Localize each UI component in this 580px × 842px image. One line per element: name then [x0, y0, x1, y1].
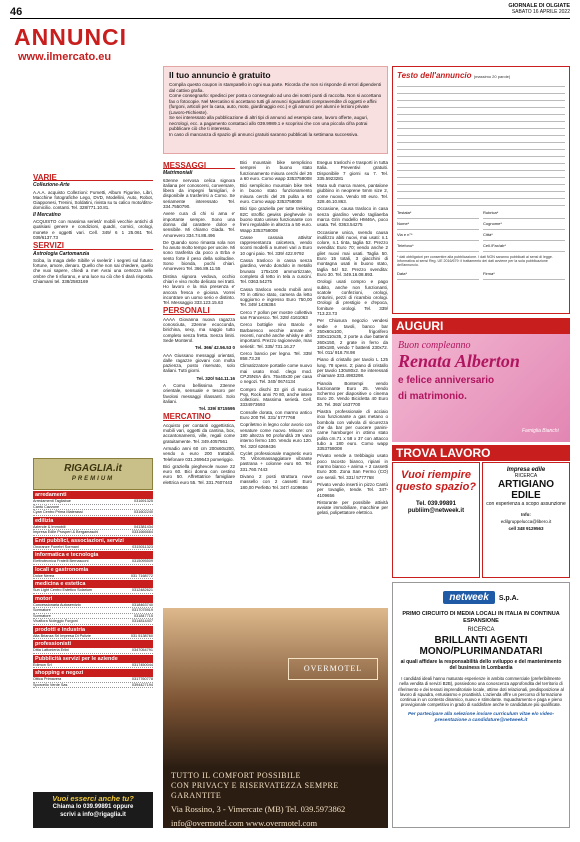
- classified-ad: Avere cura di chi si ama e' importante sempre. Sono una donna dal carattere dolce e sensibile. Mi chiamo Giada. Tel. Amorevero 334.74.88.496: [163, 211, 235, 238]
- classified-ad: A Como bellissima 23enne orientale, sensuale e tesoro per favolosi messaggi rilassanti. Solo italiani.: [163, 382, 235, 404]
- netweek-claim: PRIMO CIRCUITO DI MEDIA LOCALI IN ITALIA IN CONTINUA ESPANSIONE: [402, 611, 560, 624]
- entry-name: Sporcello Verde Sas: [33, 682, 68, 687]
- netweek-spa: S.p.A.: [498, 595, 519, 602]
- entry-phone: 0318463740: [131, 602, 153, 607]
- form-field[interactable]: Data*: [397, 271, 479, 280]
- form-field[interactable]: Telefono*: [397, 243, 479, 252]
- entry-phone: 0315095509: [131, 559, 153, 563]
- directory-entry[interactable]: [33, 545, 153, 551]
- directory-category: professionisti: [33, 640, 153, 648]
- entry-name: Onoranze Funebri Sormani: [33, 544, 79, 549]
- auguri-line: di matrimonio.: [398, 391, 467, 402]
- entry-phone: 0315011323: [132, 544, 153, 549]
- ad-phone: Tel. 366/ 42.56.53 0: [195, 345, 235, 351]
- form-text-lines[interactable]: [397, 81, 565, 206]
- subsection-heading: Il Mercatino: [33, 211, 61, 218]
- classified-ad: Distina signora vedova, occhio chiari e viso molto delicato nei tratti. Ho lavoro e la mia presenza e' ancora fresca e gioiosa. Vorrei incontrare un uomo serio e distinto. Tel. Messaggio 333.123.15.63: [163, 273, 235, 306]
- classified-ad: AAA Giussano messaggi orientati, dalle ragazze giovani con molta pazienza, posto riservato, solo italiani. Tutti giorni.: [163, 352, 235, 374]
- column-messaggi: [163, 160, 235, 602]
- site-link[interactable]: www.ilmercato.eu: [18, 51, 112, 63]
- entry-phone: 0314814407: [131, 619, 153, 623]
- auguri-name: Renata Alberton: [398, 351, 520, 371]
- classified-ad: Cassa trasloco vendo mobili anni 70 in ottimo stato, camera da letto soggiorno e ingresso Euro 750,00 Tel. 349/ 1436384: [240, 286, 312, 308]
- directory-entry[interactable]: [33, 510, 153, 516]
- column-varie: [33, 172, 153, 454]
- section-heading: VARIE: [33, 175, 153, 181]
- ad-email[interactable]: publiim@netweek.it: [407, 508, 465, 514]
- netweek-ricerca: RICERCA: [467, 627, 495, 633]
- entry-name: Ditta Lattonieria Erlini: [33, 648, 70, 652]
- directory-category: medicina e estetica: [33, 580, 153, 588]
- subsection-heading: Collezione-Arte: [33, 182, 70, 189]
- edile-info: Info:: [521, 512, 531, 517]
- form-field[interactable]: Città*: [483, 232, 565, 241]
- directory-category: motori: [33, 595, 153, 603]
- entry-phone: 041381434: [133, 524, 153, 529]
- newspaper-masthead: [508, 4, 570, 15]
- entry-name: Elettrotecnica Fratelli Bernasconi: [33, 559, 89, 563]
- classified-ad: Pianola Bontempi vendo funzionante Euro 25. Vendo Schermo per diapositive o cinema Euro 20. Vendo Bicicletta 40 Euro 30. Tel. 392/ 1637700: [317, 380, 388, 407]
- hotel-tagline: TUTTO IL COMFORT POSSIBILE: [171, 771, 301, 780]
- classified-ad: Casse cassaia attivita' rappresentanza calcetera, vendo sconti modelli a numeri vari a Euro 10 ogni paio. Tel. 339/ 422.9792: [240, 234, 312, 256]
- how-to-title: Il tuo annuncio è gratuito: [169, 70, 271, 80]
- entry-phone: 0317450044: [131, 662, 153, 667]
- section-title: ANNUNCI: [14, 24, 128, 50]
- classified-ad: Piastra professionale di acciaio inox funzionante a gas metano o bombola con valvola di sicurezza che da bar per cuocere panini-carne hamburger in ottimo stato pulita cm.71 x 58 x 37 con attacco tubo a 180 euro. Como wapp 3353758008: [317, 409, 388, 452]
- entry-phone: 0347054791: [131, 648, 153, 652]
- page-number: 46: [10, 6, 23, 18]
- hotel-address: Via Rossino, 3 - Vimercate (MB) Tel. 039.5973862: [171, 804, 346, 814]
- classified-ad: Acquisto per contanti oggettistica, mobili vari, oggetti da cantina, box, accantonamenti, ville, regali come gratuitamente. Tel. 349.4057561: [163, 422, 235, 444]
- entry-name: Dolce Nerea: [33, 573, 55, 578]
- section-heading: MESSAGGI: [163, 163, 235, 169]
- netweek-logo: netweek: [443, 591, 494, 604]
- netweek-ad: [392, 582, 570, 828]
- ad-phone: Tel. 039.99891: [416, 501, 456, 507]
- classified-ad: ACQUISTO con massima serietà' mobili vecchie antichi di qualsiasi genere e condizioni, quadri, cornici, orologi, monete e oggetti vari. Cell. 349/ 6 1 25.061 Tel. 039/6137.73: [33, 219, 153, 240]
- section-heading: MERCATINO: [163, 414, 235, 420]
- classified-ad: Divano 2 posti struttura nove massello con 2 cassetti Euro 180,00 Perfetto Tel. 347/ 4109656: [240, 474, 312, 490]
- column-mercatino-b: [317, 160, 388, 604]
- newspaper-name: GIORNALE DI OLGIATE: [508, 3, 570, 9]
- entry-name: Sormatore: [33, 608, 51, 612]
- entry-name: Vivaflora Noleggio Furgoni: [33, 619, 78, 623]
- entry-phone: 031602240: [133, 510, 153, 514]
- directory-category: Enti pubblici, associazioni, servizi: [33, 537, 153, 545]
- form-field[interactable]: Testata*: [397, 210, 479, 219]
- directory-entry[interactable]: [33, 663, 153, 669]
- edile-phone: cell 348 9129563: [508, 526, 544, 531]
- ad-question: Vuoi riempire questo spazio?: [395, 469, 477, 493]
- auguri-signature: Famiglia Bianchi: [522, 428, 559, 434]
- directory-entry[interactable]: [33, 530, 153, 536]
- classified-ad: Bici tipo graziella per tutte trekking 82C stroffic gewiss pieghevole in buono stato unisex funzionante con freni regolabile in altezza a 50 euro. Wapp 3353758008: [240, 206, 312, 233]
- directory-category: Pubblicità servizi per le aziende: [33, 655, 153, 663]
- how-to-box: [163, 66, 388, 154]
- classified-ad: Compro dischi 33 giri di musica Pop, Rock anni 70 80, anche intere collezioni. Massima serietà. Cell. 3334973693: [240, 386, 312, 408]
- edile-ricerca: RICERCA: [514, 473, 538, 479]
- form-note: * dati obbligatori per consentire alla pubblicazione. I dati NON saranno pubblicati ai sensi di legge. Informativa ai sensi Reg. UE 2016/679: il trattamento dei dati avviene per la sola pubblicazione dell'annuncio.: [397, 255, 553, 267]
- hotel-contacts[interactable]: info@overmotel.com www.overmotel.com: [171, 818, 318, 828]
- overmotel-logo: OVERMOTEL: [288, 658, 378, 680]
- classified-ad: Privato vendo inserti in pizzo Cantù per tovaglie, tende. Tel. 347-4109656: [317, 481, 388, 498]
- classified-ad: Climatizzatore portatile come nuovo mai usato mod. clego mod. CP.25NSA dim. 75x40x30 per casa o negozi. Tel. 340/ 0674134: [240, 363, 312, 385]
- entry-name: Impresa Edile Prosperi & Bergamaschi: [33, 530, 99, 534]
- form-sign-fields[interactable]: [397, 271, 565, 280]
- form-field[interactable]: Via e n°*: [397, 232, 479, 241]
- entry-phone: 0394427194: [131, 682, 153, 687]
- classified-ad: Occasione unica, svendo causa inutilizzo abiti nuovi, mai usati: n.1 colore, n.1 tinta, taglia 52. Prezzo svendita: Euro 70; vendo anche 2 gilet nuovi mai usati. Taglia 50. Euro 15 totali, 3 giacchini di montagna usati in buono stato, taglia 54/ 52. Prezzo svendita: Euro 30. Tel. 349.16.08.893.: [317, 229, 388, 277]
- entry-phone: 031691325: [133, 499, 153, 503]
- subsection-heading: Matrimoniali: [163, 170, 193, 177]
- classified-ad: Ristorante per possibile attività avviate immobiliare, macchine per gelati, polipettatore elettrico.: [317, 499, 388, 516]
- entry-phone: 031 7168772: [130, 573, 153, 578]
- directory-category: informatica e tecnologia: [33, 551, 153, 559]
- classified-ad: Bici mountain bike semplicino semprei in buono stato funzionamento misura cerchi del 26 a 60 euro. Como wapp 3353758008: [240, 160, 312, 181]
- hotel-photo: [163, 608, 388, 768]
- directory-category: locali e gastronomia: [33, 566, 153, 574]
- directory-entry[interactable]: [33, 559, 153, 565]
- directory-entry[interactable]: [33, 574, 153, 580]
- hotel-tagline: CON PRIVACY E RISERVATEZZA SEMPRE GARANTITE: [171, 781, 339, 800]
- netweek-apply[interactable]: Per partecipare alla selezione inviare curriculum vitae e/o video-presentazione a candidature@netweek.it: [407, 711, 555, 723]
- classified-ad: Piano di cristallo per tavolo L 125 lung. 78 spess. 2; piano di cristallo per tavolo 130x80x2. Se interessati chiamare 333.4983298.: [317, 357, 388, 379]
- netweek-body: I candidati ideali hanno maturato esperienze in ambito commerciale (preferibilmente nella vendita di servizi B2B), possiedono una conoscenza approfondita del territorio di riferimento e dei tessuti imprenditoriale locale, ottime doti relazionali, predisposizione al lavoro di squadra, entusiasmo e proattività. L'azienda offre un percorso di formazione continua in un contesto dinamico, nuovo e stimolante. Inquadramento e paga e pieno provvigionale competitivo in grado di soddisfare anche le candidature più qualificate.: [398, 676, 564, 708]
- classified-ad: De Quando sono rimasta sola non ho avuto molto tempo per uscire. Mi sono trasferita da poco a Erba e sento forte il peso della solitudine. Sono bionda, pochi chiari. Amorevero Tel. 366.89.11.55: [163, 239, 235, 272]
- ad-phone: Tel. 320/ 544.11.16: [196, 375, 235, 381]
- classified-ad: AAAA Giovanna nuova ragazza conosciuta, 22enne ecocconda, birichina, sexy, ma saggio tutto completo senza fretta. Senza limiti. Sede Monterol.: [163, 316, 235, 343]
- coupon-form[interactable]: [392, 66, 570, 314]
- classified-ad: 63enne nervosa celica signora italiana per conoscersi, conversare, libera da impegni famigliari, è disponibile a trasferirsi a Como. Se seriamente interessato Tel. 334.7550790.: [163, 177, 235, 210]
- entry-phone: 0317075919: [131, 608, 153, 612]
- entry-name: Sun Light Centro Estetico Solarium: [33, 588, 93, 592]
- classified-ad: Bici semplicino mountain bike trek in buono stato funzionamento misura cerchi del 26 pulita a 60 euro. Como wapp 3353758008: [240, 183, 312, 205]
- entry-phone: 0312482621: [131, 588, 153, 592]
- classified-ad: Cerco bottiglie vino Barolo e Barbaresco vecchie annate e recenti, nonché anche whisky e altri importanti. Prezzo ragionevole, max serietà'. Tel. 335/ 731.16.27: [240, 322, 312, 349]
- classified-ad: Sciba, la maga delle Sibille vi svelerà' i segreti sul futuro: fortune, amore, denaro. Quello che non sai chiedere, quello che vuoi sapere, chiedi a me! Avrai una certezza nelle ombre che ti sfiorano, e una luce su ciò che ti darà risposta. Chiamami tel. 338/2583169: [33, 257, 153, 285]
- form-field[interactable]: Nome*: [397, 221, 479, 230]
- form-title: Testo dell'annuncio (massimo 20 parole): [397, 71, 511, 80]
- classified-ad: Bici graziella pieghevole nuove 22 euro 60. Bici donna con cestino euro 50. Affrettatrice famigliare elettrica euro 55. Tel. 331.7607443: [163, 463, 235, 485]
- entry-phone: 031847715: [133, 613, 153, 618]
- classified-ad: Per Chiusura negozio vendesi sedie e tavoli, banco bar 250x60x100, frigorifero 330x110x35, 2 porte a due battenti 260x150, 2 grate in ferro da 180x180, vendo 7 battenti 230x72. Tel. 011/ 918.78.98: [317, 318, 388, 356]
- directory-entry[interactable]: [33, 683, 153, 689]
- how-to-body: Compila questo coupon in stampatello in ogni sua parte. Ricorda che non si risponde di errori dipendenti dal cattivo grafia. Come consegnarlo: spedisci per posta o consegnalo ad uno dei nostri punti di raccolta. Non si accettano fax o fotocopie. Nel Mercatino si accettano tutti gli annunci riguardanti compravendite di oggetti e affini (furgoni, articoli per la casa, auto, moto, giardinaggio ecc.) e gli annunci per alunni e lezioni private (Lavoro-Richieste). Se sei interessato alla pubblicazione di altri tipi di annunci ad esempio case, lavoro offerte, auguri, necrologi, ecc. a pagamento contattaci allo 039.9989.1 e scoprirai che con una piccola cifra potrai pubblicare ciò che ti interessa. In caso di mancanza di spazio gli annunci gratuiti saranno pubblicati la settimana successiva.: [169, 82, 382, 137]
- section-heading: PERSONALI: [163, 308, 235, 314]
- directory-entry[interactable]: [33, 619, 153, 625]
- rigaglia-directory: [33, 458, 153, 788]
- cta-line: Chiama lo 039.99891 oppure: [52, 804, 134, 810]
- classified-ad: Privato vende a trebbiagio usato poco Iacosto bianco, ripiani in marmo bianco + anima + 2 cassetti Euro 300. Zona San Fermo (CO) ore serali. Tel. 331/ 5777768: [317, 453, 388, 480]
- entry-name: Arredamenti Tagliabue: [33, 499, 71, 503]
- classified-ad: Eseguo traslochi e trasporti in tutta Italia. Preventivi gratuiti. Disponibile 7 giorni su 7. Tel. 335.5923281: [317, 160, 388, 181]
- directory-category: prodotti e industria: [33, 626, 153, 634]
- impresa-edile-ad: [482, 462, 570, 578]
- classified-ad: Orologi usati compro e pago subito, anche non funzionanti, scatole confezioni, orologi, cinturini, pezzi di ricambio orologi. Orologi di prestigio e d'epoca, forniture orologi. Tel. 339/ 713.23.73: [317, 279, 388, 317]
- classified-ad: Copriletmo in legno color avorio con venature come nuovo. Misure: cm 180 altezza 90 profondità 29 vano interno fermo 100. Vendo euro 120. Tel. 320/ 6269436: [240, 422, 312, 449]
- classified-ad: Armadio anni 60 cm 200x60x200, vendo a euro 200 trattabili. Telefonare 031.269643 pomeriggio.: [163, 445, 235, 462]
- form-field[interactable]: Cognome*: [483, 221, 565, 230]
- cta-line: Vuoi esserci anche tu?: [52, 794, 134, 803]
- cta-line: scrivi a info@rigaglia.it: [60, 812, 126, 818]
- newspaper-date: SABATO 16 APRILE 2022: [511, 8, 570, 15]
- classified-ad: Cerco bancio per legno. Tel. 339/ 858.73.28: [240, 350, 312, 362]
- entry-name: Aziende & Immobili: [33, 524, 66, 529]
- ad-phone: Tel. 339/ 8715595: [198, 406, 235, 412]
- directory-entry[interactable]: [33, 634, 153, 640]
- overmotel-ad[interactable]: [163, 608, 388, 828]
- auguri-ad: [392, 334, 570, 442]
- directory-category: edilizia: [33, 517, 153, 525]
- entry-phone: 031 5138760: [130, 633, 153, 638]
- auguri-line: Buon compleanno: [398, 340, 471, 351]
- form-field[interactable]: Firma*: [483, 271, 565, 280]
- directory-category: arredamenti: [33, 491, 153, 499]
- classified-ad: Cassa trasloco in cassa senza giardino, vendo dondolo in metallo brunato 175x100 ammortizzate, completo di tetto in tela a cuscini. Tel. 0363.54275: [240, 258, 312, 285]
- entry-name: Sormatore: [33, 613, 51, 618]
- classified-ad: Cyclet professionale magnetic euro 70. Vibromassaggiatore vibrante pastrana + colonne euro 60. Tel. 331.760.7443: [240, 450, 312, 472]
- form-fields[interactable]: [397, 210, 565, 252]
- entry-name: Cantù Cazzone: [33, 504, 60, 509]
- entry-name: Alta Brianza Srl Impresa Di Pulizie: [33, 633, 91, 638]
- lavoro-heading: TROVA LAVORO: [392, 445, 570, 461]
- rigaglia-logo: RIGAGLIA.it PREMIUM: [33, 458, 153, 490]
- classified-ad: Cerco 7 pollon per mostre collettiva san Francesco. Tel. 328/ 4161063: [240, 309, 312, 321]
- auguri-heading: AUGURI: [392, 318, 570, 334]
- entry-name: Cyan Centro Prima Materassi: [33, 510, 83, 514]
- entry-phone: 0331666664: [131, 530, 153, 534]
- classified-ad: Occasione, causa trasloco in casa senza giardino vendo tagliaerba marca Grin modello HM46A, poco usata. Tel. 0363.54275: [317, 206, 388, 228]
- classified-ad: Muta sub marca mares, pantalone giubbino in neoprene 5mm size 2, come nuova. Vendo 80 euro. Tel. 328.46.10.863.: [317, 183, 388, 205]
- directory-category: shopping e negozi: [33, 669, 153, 677]
- classified-ad: Consolle dorata, con marmo antico Euro 200 Tel. 331/ 5777768: [240, 409, 312, 421]
- form-field[interactable]: Rubrica*: [483, 210, 565, 219]
- edile-desc: con esperienza a scopo assunzione: [486, 501, 566, 507]
- form-field[interactable]: Cell./Fax/ab*: [483, 243, 565, 252]
- edile-title: Impresa edile: [506, 467, 546, 473]
- entry-name: Ottica Primavera: [33, 677, 62, 681]
- directory-entry[interactable]: [33, 588, 153, 594]
- entry-phone: 0317760778: [131, 677, 153, 681]
- section-heading: SERVIZI: [33, 243, 153, 249]
- riempire-spazio-ad[interactable]: [392, 462, 480, 578]
- rigaglia-cta[interactable]: [33, 792, 153, 828]
- classified-ad: A.A.A. acquisto Collezioni: Fumetti, Album Figurine, Libri, Macchine fotografiche Lego, DVD, Modellini, Auto, Robot, Giapponesi, Trenini, Soldatini, rivista su tu calico moto/ditro-domicilio. contanti. Tel. 328/771.10.81.: [33, 189, 153, 211]
- rigaglia-list: [33, 491, 153, 688]
- subsection-heading: Astrologia Cartomanzia: [33, 250, 90, 257]
- top-rule: [10, 18, 570, 19]
- netweek-subtitle: ai quali affidare la responsabilità dello sviluppo e del mantenimento del business in Lombardia: [400, 659, 562, 671]
- entry-name: Concessionaria Autoservizio: [33, 602, 81, 607]
- auguri-line: e felice anniversario: [398, 375, 495, 386]
- directory-entry[interactable]: [33, 648, 153, 654]
- edile-email[interactable]: edilgruppelucca@libero.it: [500, 519, 552, 524]
- column-mercatino-a: [240, 160, 312, 604]
- edile-role: ARTIGIANO EDILE: [497, 479, 555, 501]
- entry-name: Edimon Srl: [33, 662, 52, 667]
- netweek-role: BRILLANTI AGENTI MONO/PLURIMANDATARI: [419, 635, 543, 657]
